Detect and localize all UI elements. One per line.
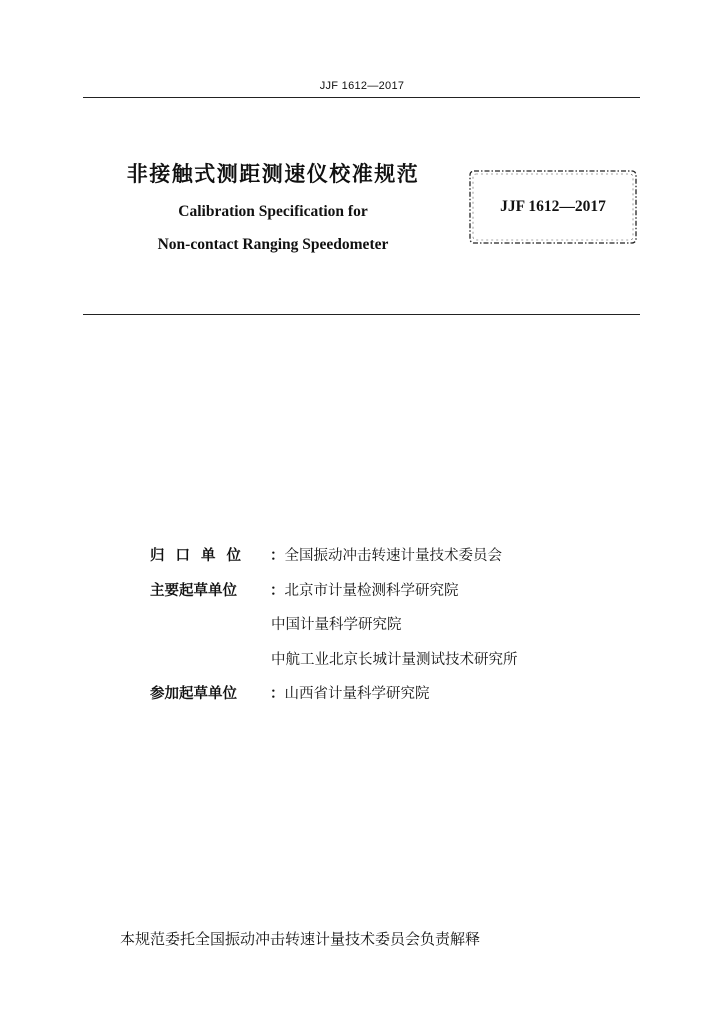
unit-value: 中航工业北京长城计量测试技术研究所 [271,651,518,668]
title-chinese: 非接触式测距测速仪校准规范 [126,162,420,186]
unit-value: 中国计量科学研究院 [271,617,402,633]
unit-row-participating [150,684,630,719]
top-rule [83,97,640,98]
middle-rule [83,314,640,315]
header-code: JJF 1612—2017 [319,80,405,92]
title-english-line1: Calibration Specification for [178,203,368,220]
unit-colon: ： [270,582,285,599]
code-box [467,168,639,246]
unit-colon: ： [270,686,285,702]
unit-row-main-drafter [150,581,630,616]
unit-value: 全国振动冲击转速计量技术委员会 [284,548,502,564]
drafting-units [150,546,630,719]
unit-label: 归口单位 [150,548,252,564]
unit-colon: ： [270,548,285,564]
unit-row-main-drafter-3 [150,650,630,685]
unit-row-main-drafter-2 [150,615,630,650]
title-english-line2: Non-contact Ranging Speedometer [157,236,389,253]
unit-label: 主要起草单位 [150,582,237,599]
footer-note: 本规范委托全国振动冲击转速计量技术委员会负责解释 [120,930,481,948]
unit-value: 山西省计量科学研究院 [284,686,430,702]
unit-label: 参加起草单位 [150,686,237,702]
code-box-text: JJF 1612—2017 [500,198,606,215]
unit-row-responsible [150,546,630,581]
unit-value: 北京市计量检测科学研究院 [284,582,459,599]
